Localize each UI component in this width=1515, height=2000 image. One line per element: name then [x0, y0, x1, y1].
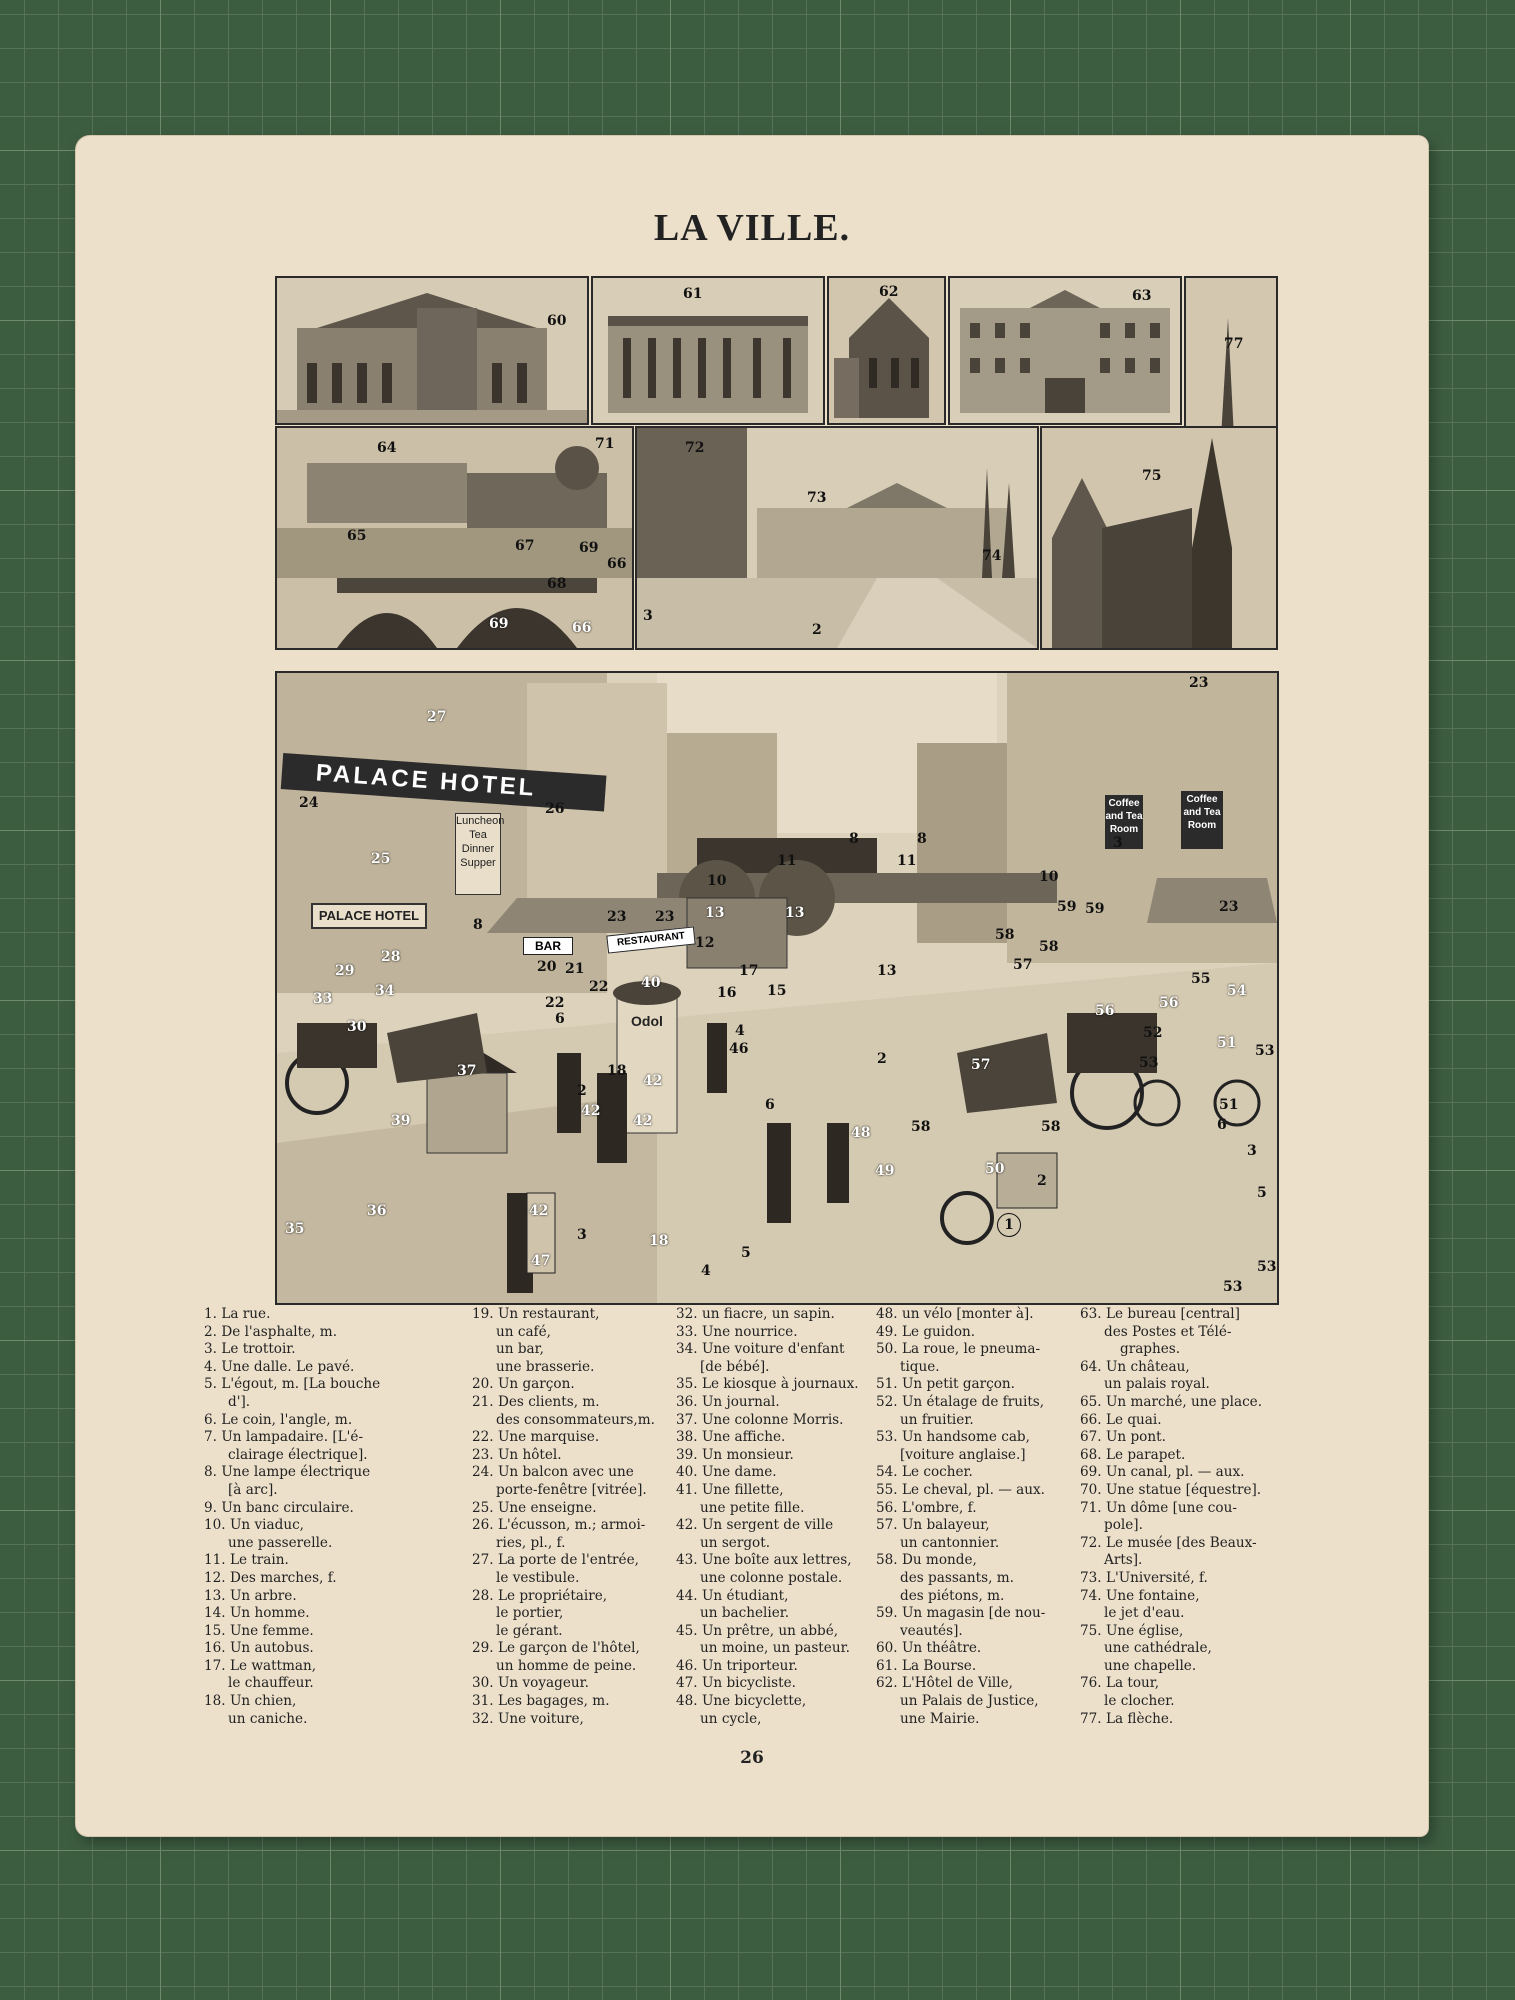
scene-label-39c: 42: [529, 1203, 549, 1219]
scene-label-3b: 3: [577, 1227, 587, 1243]
legend-item: un homme de peine.: [496, 1657, 637, 1674]
legend-item: 48. un vélo [monter à].: [876, 1306, 1034, 1322]
scene-label-2a: 2: [877, 1051, 887, 1067]
legend-item: 48. Une bicyclette,: [676, 1693, 807, 1710]
book-page: [76, 136, 1428, 1836]
legend-item: 68. Le parapet.: [1080, 1446, 1186, 1463]
morris-column-poster: Odol: [631, 1013, 663, 1029]
scene-label-50b: 53: [1255, 1043, 1275, 1059]
legend-item: le clocher.: [1104, 1693, 1175, 1710]
legend-item: 40. Une dame.: [676, 1464, 777, 1481]
scene-label-22c: 23: [1219, 899, 1239, 915]
legend-item: 10. Un viaduc,: [204, 1517, 305, 1534]
legend-item: 42. Un sergent de ville: [676, 1517, 834, 1534]
legend-item: 50. La roue, le pneuma-: [876, 1341, 1041, 1358]
scene-label-4a: 4: [735, 1023, 745, 1039]
scene-label-45: 49: [875, 1163, 895, 1179]
legend-item: [à arc].: [228, 1481, 278, 1498]
legend-item: 3. Le trottoir.: [204, 1341, 296, 1358]
label-69: 69: [489, 616, 509, 632]
legend-item: pole].: [1104, 1517, 1143, 1534]
scene-label-17: 17: [739, 963, 759, 979]
legend-item: [de bébé].: [700, 1358, 770, 1375]
label-61: 61: [683, 286, 703, 302]
scene-label-10: 10: [707, 873, 727, 889]
legend-item: 34. Une voiture d'enfant: [676, 1341, 845, 1358]
bar-sign: BAR: [523, 937, 573, 955]
scene-label-57: 57: [1013, 957, 1033, 973]
legend-item: 11. Le train.: [204, 1552, 289, 1569]
legend-item: 45. Un prêtre, un abbé,: [676, 1622, 839, 1639]
palace-hotel-small-sign: PALACE HOTEL: [311, 903, 427, 929]
legend-item: un cantonnier.: [900, 1534, 1000, 1551]
legend-item: des consommateurs,m.: [496, 1411, 655, 1428]
legend-item: 37. Une colonne Morris.: [676, 1411, 844, 1428]
scene-label-3c: 3: [1247, 1143, 1257, 1159]
legend-item: 65. Un marché, une place.: [1080, 1393, 1263, 1410]
scene-label-15: 15: [767, 983, 787, 999]
photo-hotel-de-ville: [827, 276, 946, 425]
label-77: 77: [1224, 336, 1244, 352]
scene-label-39b: 42: [581, 1103, 601, 1119]
scene-label-3a: 3: [1113, 835, 1123, 851]
legend-item: 61. La Bourse.: [876, 1657, 977, 1674]
label-60: 60: [547, 313, 567, 329]
legend-item: 33. Une nourrice.: [676, 1323, 798, 1340]
legend-item: un moine, un pasteur.: [700, 1640, 850, 1657]
scene-label-6c: 6: [1217, 1117, 1227, 1133]
legend-col-5: [1080, 1306, 1262, 1728]
legend-item: 13. Un arbre.: [204, 1587, 297, 1604]
legend-item: 17. Le wattman,: [204, 1657, 317, 1674]
legend-item: le jet d'eau.: [1104, 1605, 1185, 1622]
legend-item: une chapelle.: [1104, 1657, 1197, 1674]
legend-item: veautés].: [900, 1622, 963, 1639]
scene-label-58b: 58: [1039, 939, 1059, 955]
scene-label-22b: 23: [655, 909, 675, 925]
legend-col-4: [876, 1306, 1045, 1728]
scene-label-9: 13: [877, 963, 897, 979]
scene-label-1: 1: [997, 1213, 1021, 1237]
legend-item: 41. Une fillette,: [676, 1481, 784, 1498]
scene-label-6b: 6: [765, 1097, 775, 1113]
legend-item: 30. Un voyageur.: [472, 1675, 589, 1692]
legend-item: 72. Le musée [des Beaux-: [1080, 1534, 1257, 1551]
legend-item: un bar,: [496, 1341, 544, 1358]
legend-item: 67. Un pont.: [1080, 1429, 1166, 1446]
legend-item: 6. Le coin, l'angle, m.: [204, 1411, 353, 1428]
coffee-sign-1: Coffee and Tea Room: [1105, 795, 1143, 849]
legend-item: 27. La porte de l'entrée,: [472, 1552, 639, 1569]
legend-item: un caniche.: [228, 1710, 308, 1727]
scene-label-5a: 5: [741, 1245, 751, 1261]
scene-label-50a: 53: [1139, 1055, 1159, 1071]
legend-item: 23. Un hôtel.: [472, 1446, 562, 1463]
legend-item: 18. Un chien,: [204, 1693, 297, 1710]
photo-theatre: [275, 276, 589, 425]
legend-item: des Postes et Télé-: [1104, 1323, 1232, 1340]
legend-item: un bachelier.: [700, 1605, 790, 1622]
label-65: 65: [347, 528, 367, 544]
scene-label-18a: 18: [607, 1063, 627, 1079]
legend-col-1: [204, 1306, 380, 1728]
legend-item: 8. Une lampe électrique: [204, 1464, 371, 1481]
label-72: 72: [685, 440, 705, 456]
legend-item: 16. Un autobus.: [204, 1640, 314, 1657]
scene-label-33: 35: [285, 1221, 305, 1237]
legend-item: 52. Un étalage de fruits,: [876, 1393, 1045, 1410]
label-69-upper: 69: [579, 540, 599, 556]
scene-label-13b: 13: [785, 905, 805, 921]
legend-item: une brasserie.: [496, 1358, 595, 1375]
scene-label-46: 50: [985, 1161, 1005, 1177]
scene-label-59a: 59: [1057, 899, 1077, 915]
scene-label-47: 51: [1217, 1035, 1237, 1051]
legend-item: le gérant.: [496, 1622, 563, 1639]
legend-item: 15. Une femme.: [204, 1622, 314, 1639]
scene-label-31: 34: [375, 983, 395, 999]
photo-cathedral: [1040, 426, 1278, 650]
label-75: 75: [1142, 468, 1162, 484]
coffee-sign-2: Coffee and Tea Room: [1181, 791, 1223, 849]
legend-item: une petite fille.: [700, 1499, 805, 1516]
legend-item: 64. Un château,: [1080, 1358, 1190, 1375]
legend-item: 32. Une voiture,: [472, 1710, 584, 1727]
legend-item: une passerelle.: [228, 1534, 333, 1551]
scene-label-12: 12: [695, 935, 715, 951]
legend-item: un café,: [496, 1323, 551, 1340]
page-number: 26: [740, 1748, 764, 1768]
legend-item: 4. Une dalle. Le pavé.: [204, 1358, 355, 1375]
scene-label-13a: 13: [705, 905, 725, 921]
legend-item: le portier,: [496, 1605, 564, 1622]
legend-item: 59. Un magasin [de nou-: [876, 1605, 1046, 1622]
legend-item: 69. Un canal, pl. — aux.: [1080, 1464, 1245, 1481]
photo-bourse: [591, 276, 825, 425]
legend-item: 32. un fiacre, un sapin.: [676, 1306, 835, 1322]
scene-label-59b: 59: [1085, 901, 1105, 917]
scene-label-25: 26: [545, 801, 565, 817]
scene-label-43: 47: [531, 1253, 551, 1269]
scene-label-11: 11: [777, 853, 797, 869]
scene-label-24: 25: [371, 851, 391, 867]
scene-label-50c: 53: [1223, 1279, 1243, 1295]
legend-item: 60. Un théâtre.: [876, 1640, 982, 1657]
legend-item: 43. Une boîte aux lettres,: [676, 1552, 852, 1569]
legend-item: ries, pl., f.: [496, 1534, 566, 1551]
palace-hotel-sign: PALACE HOTEL: [281, 753, 607, 812]
legend-item: 51. Un petit garçon.: [876, 1376, 1016, 1393]
legend-item: 12. Des marches, f.: [204, 1569, 337, 1586]
legend-item: 20. Un garçon.: [472, 1376, 575, 1393]
legend-item: porte-fenêtre [vitrée].: [496, 1481, 647, 1498]
legend-item: 36. Un journal.: [676, 1393, 780, 1410]
legend-item: une colonne postale.: [700, 1569, 843, 1586]
label-73: 73: [807, 490, 827, 506]
scene-label-44: 48: [851, 1125, 871, 1141]
legend-item: 2. De l'asphalte, m.: [204, 1323, 338, 1340]
legend-item: [voiture anglaise.]: [900, 1446, 1026, 1463]
scene-label-37: 40: [641, 975, 661, 991]
legend-item: une cathédrale,: [1104, 1640, 1212, 1657]
legend-item: un cycle,: [700, 1710, 762, 1727]
legend-item: d'].: [228, 1393, 251, 1410]
scene-label-5b: 5: [1257, 1185, 1267, 1201]
legend-item: Arts].: [1104, 1552, 1143, 1569]
scene-label-22d: 23: [1189, 675, 1209, 691]
scene-label-28: 29: [335, 963, 355, 979]
scene-label-2c: 2: [577, 1083, 587, 1099]
legend-item: 47. Un bicycliste.: [676, 1675, 796, 1692]
photo-university: [635, 426, 1039, 650]
legend-col-2: [472, 1306, 655, 1728]
legend-item: 74. Une fontaine,: [1080, 1587, 1200, 1604]
legend-item: 24. Un balcon avec une: [472, 1464, 634, 1481]
legend-item: 7. Un lampadaire. [L'é-: [204, 1429, 364, 1446]
legend-item: un sergot.: [700, 1534, 771, 1551]
legend-item: 62. L'Hôtel de Ville,: [876, 1675, 1013, 1692]
legend-item: clairage électrique].: [228, 1446, 368, 1463]
label-2-photo: 2: [812, 622, 822, 638]
menu-sign: Luncheon Tea Dinner Supper: [455, 813, 501, 895]
scene-label-56b: 58: [1041, 1119, 1061, 1135]
legend-item: 44. Un étudiant,: [676, 1587, 789, 1604]
legend-item: 1. La rue.: [204, 1306, 271, 1322]
scene-label-4b: 4: [701, 1263, 711, 1279]
scene-label-42: 46: [729, 1041, 749, 1057]
scene-label-26: 27: [427, 709, 447, 725]
photo-chateau-canal: [275, 426, 634, 650]
page-title: LA VILLE.: [653, 207, 851, 249]
scene-label-50d: 53: [1257, 1259, 1277, 1275]
label-68: 68: [547, 576, 567, 592]
legend-item: 75. Une église,: [1080, 1622, 1184, 1639]
label-67: 67: [515, 538, 535, 554]
legend-item: graphes.: [1120, 1341, 1181, 1358]
scene-label-27: 28: [381, 949, 401, 965]
scene-label-56a: 58: [911, 1119, 931, 1135]
legend-item: 9. Un banc circulaire.: [204, 1499, 354, 1516]
legend-item: 49. Le guidon.: [876, 1323, 976, 1340]
legend-item: 66. Le quai.: [1080, 1411, 1162, 1428]
legend-item: le vestibule.: [496, 1569, 580, 1586]
label-63: 63: [1132, 288, 1152, 304]
legend-item: 22. Une marquise.: [472, 1429, 600, 1446]
label-62: 62: [879, 284, 899, 300]
legend-item: 76. La tour,: [1080, 1675, 1160, 1692]
scene-label-8c: 8: [917, 831, 927, 847]
scene-label-54: 56: [1159, 995, 1179, 1011]
label-74: 74: [982, 548, 1002, 564]
legend-item: 77. La flèche.: [1080, 1710, 1174, 1727]
scene-label-10b: 10: [1039, 869, 1059, 885]
legend-item: un palais royal.: [1104, 1376, 1210, 1393]
legend-item: 53. Un handsome cab,: [876, 1429, 1030, 1446]
label-71: 71: [595, 436, 615, 452]
scene-label-23: 24: [299, 795, 319, 811]
scene-label-49: 52: [1143, 1025, 1163, 1041]
legend-item: tique.: [900, 1358, 940, 1375]
legend-item: 57. Un balayeur,: [876, 1517, 990, 1534]
scene-label-2b: 2: [1037, 1173, 1047, 1189]
scene-label-36: 39: [391, 1113, 411, 1129]
legend-item: 58. Du monde,: [876, 1552, 977, 1569]
restaurant-sign: RESTAURANT: [606, 926, 695, 953]
legend-item: 71. Un dôme [une cou-: [1080, 1499, 1237, 1516]
scene-label-11b: 11: [897, 853, 917, 869]
legend-item: 56. L'ombre, f.: [876, 1499, 977, 1516]
legend-item: 39. Un monsieur.: [676, 1446, 794, 1463]
scene-label-34: 36: [367, 1203, 387, 1219]
scene-label-21a: 22: [545, 995, 565, 1011]
legend-item: 73. L'Université, f.: [1080, 1569, 1208, 1586]
legend-item: 35. Le kiosque à journaux.: [676, 1376, 859, 1393]
legend-item: 19. Un restaurant,: [472, 1306, 600, 1322]
legend-item: une Mairie.: [900, 1710, 980, 1727]
legend-item: 29. Le garçon de l'hôtel,: [472, 1640, 640, 1657]
legend-item: 5. L'égout, m. [La bouche: [204, 1376, 381, 1393]
legend-item: 21. Des clients, m.: [472, 1393, 600, 1410]
scene-label-8b: 8: [849, 831, 859, 847]
scene-label-51: 54: [1227, 983, 1247, 999]
legend-item: 31. Les bagages, m.: [472, 1693, 610, 1710]
legend-col-3: [676, 1306, 859, 1728]
legend-item: 46. Un triporteur.: [676, 1657, 798, 1674]
scene-label-53: 56: [1095, 1003, 1115, 1019]
legend-item: 14. Un homme.: [204, 1605, 310, 1622]
label-66: 66: [572, 620, 592, 636]
legend-item: le chauffeur.: [228, 1675, 314, 1692]
label-3-photo: 3: [643, 608, 653, 624]
scene-label-52: 55: [1191, 971, 1211, 987]
scene-label-58a: 58: [995, 927, 1015, 943]
scene-label-18b: 18: [649, 1233, 669, 1249]
scene-label-21b: 22: [589, 979, 609, 995]
legend-item: 54. Le cocher.: [876, 1464, 973, 1481]
scene-label-35: 37: [457, 1063, 477, 1079]
scene-label-22a: 23: [607, 909, 627, 925]
label-64: 64: [377, 440, 397, 456]
legend-item: des passants, m.: [900, 1569, 1014, 1586]
legend-item: un Palais de Justice,: [900, 1693, 1039, 1710]
legend-item: 63. Le bureau [central]: [1080, 1306, 1240, 1322]
scene-label-29: 30: [347, 1019, 367, 1035]
legend-item: des piétons, m.: [900, 1587, 1005, 1604]
scene-label-16: 16: [717, 985, 737, 1001]
label-66-upper: 66: [607, 556, 627, 572]
legend-item: 38. Une affiche.: [676, 1429, 786, 1446]
photo-postes: [948, 276, 1182, 425]
scene-label-48: 51: [1219, 1097, 1239, 1113]
legend-item: 28. Le propriétaire,: [472, 1587, 608, 1604]
legend-item: 25. Une enseigne.: [472, 1499, 597, 1516]
scene-label-39a: 42: [633, 1113, 653, 1129]
legend-item: 70. Une statue [équestre].: [1080, 1481, 1262, 1498]
scene-label-19: 20: [537, 959, 557, 975]
legend-item: 26. L'écusson, m.; armoi-: [472, 1517, 646, 1534]
legend-item: 55. Le cheval, pl. — aux.: [876, 1481, 1045, 1498]
scene-label-6a: 6: [555, 1011, 565, 1027]
scene-label-30: 33: [313, 991, 333, 1007]
legend-item: un fruitier.: [900, 1411, 974, 1428]
street-scene: [275, 671, 1279, 1305]
scene-label-8a: 8: [473, 917, 483, 933]
scene-label-20: 21: [565, 961, 585, 977]
scene-label-40: 42: [643, 1073, 663, 1089]
scene-label-55: 57: [971, 1057, 991, 1073]
